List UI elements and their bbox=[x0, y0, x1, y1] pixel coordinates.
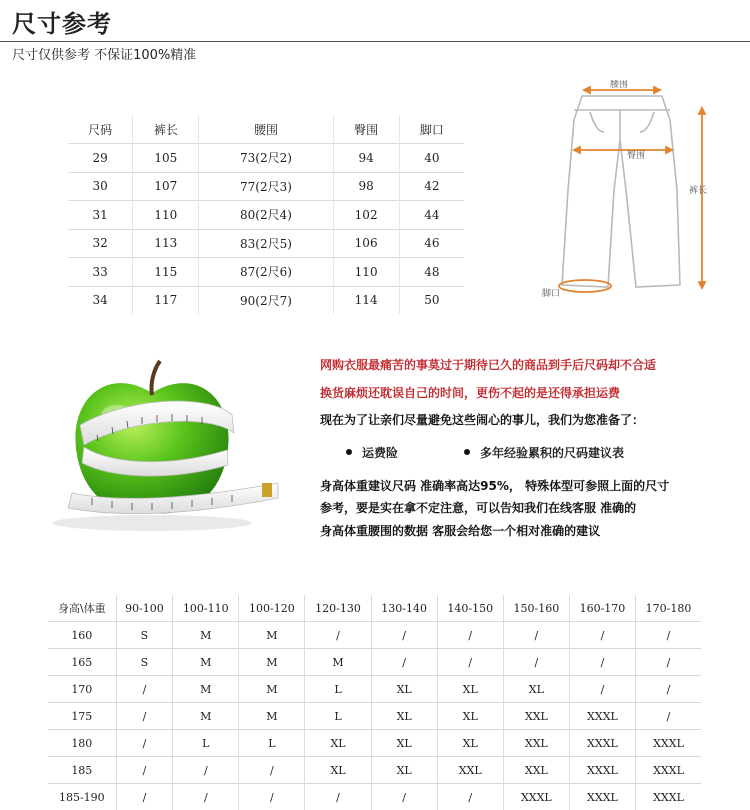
table-cell: / bbox=[503, 649, 569, 676]
feature-bullets bbox=[346, 443, 624, 464]
table-cell: / bbox=[173, 784, 239, 810]
table-cell: / bbox=[437, 649, 503, 676]
table-cell: 90(2尺7) bbox=[199, 286, 333, 314]
table-cell: XXXL bbox=[636, 757, 701, 784]
table-cell: 80(2尺4) bbox=[199, 201, 333, 230]
bullet-label: 运费险 bbox=[362, 446, 398, 460]
promo-line-4: 身高体重建议尺码 准确率高达95%， 特殊体型可参照上面的尺寸 bbox=[320, 476, 669, 497]
table-cell: XXXL bbox=[569, 784, 635, 810]
table-cell: XL bbox=[305, 757, 371, 784]
table-cell: 98 bbox=[333, 172, 399, 201]
table-cell: 180 bbox=[48, 730, 116, 757]
table-cell: / bbox=[636, 703, 701, 730]
size-table bbox=[68, 115, 464, 314]
table-cell: 48 bbox=[399, 258, 464, 287]
table-cell: / bbox=[116, 703, 173, 730]
table-row bbox=[68, 201, 464, 230]
table-cell: L bbox=[173, 730, 239, 757]
table-cell: L bbox=[305, 703, 371, 730]
table-cell: 73(2尺2) bbox=[199, 144, 333, 173]
table-cell: 185 bbox=[48, 757, 116, 784]
table-cell: 170 bbox=[48, 676, 116, 703]
table-cell: XXL bbox=[503, 703, 569, 730]
table-cell: / bbox=[437, 622, 503, 649]
table-cell: 30 bbox=[68, 172, 133, 201]
title-divider bbox=[0, 41, 750, 42]
table-cell: XXXL bbox=[569, 757, 635, 784]
table-cell: 31 bbox=[68, 201, 133, 230]
header-cell: 90-100 bbox=[116, 595, 173, 622]
table-cell: 113 bbox=[133, 229, 199, 258]
table-cell: XXXL bbox=[503, 784, 569, 810]
promo-line-6: 身高体重腰围的数据 客服会给您一个相对准确的建议 bbox=[320, 521, 600, 542]
pants-outline bbox=[562, 96, 680, 287]
table-cell: 29 bbox=[68, 144, 133, 173]
table-cell: M bbox=[239, 622, 305, 649]
table-cell: / bbox=[636, 622, 701, 649]
table-cell: 185-190 bbox=[48, 784, 116, 810]
table-cell: / bbox=[371, 784, 437, 810]
table-cell: M bbox=[173, 703, 239, 730]
promo-line-1: 网购衣服最痛苦的事莫过于期待已久的商品到手后尺码却不合适 bbox=[320, 355, 656, 376]
header-cell: 140-150 bbox=[437, 595, 503, 622]
header-cell: 120-130 bbox=[305, 595, 371, 622]
bullet-label: 多年经验累积的尺码建议表 bbox=[480, 446, 624, 460]
table-cell: 110 bbox=[133, 201, 199, 230]
header-cell: 裤长 bbox=[133, 115, 199, 144]
table-cell: L bbox=[305, 676, 371, 703]
table-cell: / bbox=[116, 757, 173, 784]
table-cell: M bbox=[305, 649, 371, 676]
header-cell: 100-110 bbox=[173, 595, 239, 622]
header-cell: 150-160 bbox=[503, 595, 569, 622]
table-row bbox=[68, 172, 464, 201]
table-cell: 40 bbox=[399, 144, 464, 173]
table-cell: / bbox=[239, 757, 305, 784]
measurement-arrows bbox=[559, 87, 705, 292]
table-cell: 32 bbox=[68, 229, 133, 258]
table-cell: M bbox=[173, 649, 239, 676]
bullet-dot-icon bbox=[346, 449, 352, 455]
table-cell: 77(2尺3) bbox=[199, 172, 333, 201]
bullet-dot-icon bbox=[464, 449, 470, 455]
table-cell: XL bbox=[437, 676, 503, 703]
hem-label: 脚口 bbox=[542, 287, 560, 299]
table-cell: 50 bbox=[399, 286, 464, 314]
apple-tape-measure-image bbox=[22, 355, 280, 535]
table-cell: 117 bbox=[133, 286, 199, 314]
size-table-header-row bbox=[68, 115, 464, 144]
table-cell: S bbox=[116, 622, 173, 649]
table-cell: S bbox=[116, 649, 173, 676]
table-row bbox=[48, 622, 701, 649]
table-cell: M bbox=[239, 676, 305, 703]
pants-measurement-diagram bbox=[530, 80, 750, 300]
table-cell: XL bbox=[371, 757, 437, 784]
table-cell: / bbox=[569, 676, 635, 703]
table-cell: 107 bbox=[133, 172, 199, 201]
table-cell: / bbox=[116, 730, 173, 757]
waist-label: 腰围 bbox=[610, 80, 628, 90]
table-cell: / bbox=[371, 622, 437, 649]
bullet-item bbox=[464, 443, 624, 464]
table-cell: XL bbox=[371, 730, 437, 757]
header-cell: 尺码 bbox=[68, 115, 133, 144]
table-cell: 44 bbox=[399, 201, 464, 230]
table-row bbox=[48, 757, 701, 784]
header-cell: 身高\体重 bbox=[48, 595, 116, 622]
table-cell: / bbox=[569, 622, 635, 649]
length-label: 裤长 bbox=[689, 184, 707, 196]
table-cell: XL bbox=[371, 676, 437, 703]
table-cell: XXXL bbox=[636, 784, 701, 810]
table-cell: / bbox=[305, 622, 371, 649]
table-cell: / bbox=[239, 784, 305, 810]
table-cell: XXL bbox=[503, 757, 569, 784]
header-cell: 脚口 bbox=[399, 115, 464, 144]
table-cell: M bbox=[173, 676, 239, 703]
table-cell: 102 bbox=[333, 201, 399, 230]
table-cell: / bbox=[116, 676, 173, 703]
table-cell: XXXL bbox=[569, 703, 635, 730]
page-title: 尺寸参考 bbox=[12, 4, 112, 39]
bullet-item bbox=[346, 443, 398, 464]
table-cell: XL bbox=[437, 703, 503, 730]
table-row bbox=[48, 703, 701, 730]
header-cell: 100-120 bbox=[239, 595, 305, 622]
table-row bbox=[48, 730, 701, 757]
table-cell: M bbox=[239, 649, 305, 676]
table-cell: 42 bbox=[399, 172, 464, 201]
table-row bbox=[68, 286, 464, 314]
table-cell: XL bbox=[437, 730, 503, 757]
promo-line-3: 现在为了让亲们尽量避免这些闹心的事儿，我们为您准备了： bbox=[320, 410, 644, 431]
table-cell: 94 bbox=[333, 144, 399, 173]
table-cell: XXL bbox=[437, 757, 503, 784]
table-cell: 46 bbox=[399, 229, 464, 258]
hip-label: 臀围 bbox=[627, 150, 645, 161]
header-cell: 腰围 bbox=[199, 115, 333, 144]
table-cell: 115 bbox=[133, 258, 199, 287]
table-cell: 165 bbox=[48, 649, 116, 676]
table-cell: XL bbox=[305, 730, 371, 757]
table-row bbox=[48, 676, 701, 703]
table-cell: 160 bbox=[48, 622, 116, 649]
table-cell: 110 bbox=[333, 258, 399, 287]
table-cell: XXL bbox=[503, 730, 569, 757]
weight-table-header-row bbox=[48, 595, 701, 622]
table-cell: 106 bbox=[333, 229, 399, 258]
table-cell: XL bbox=[503, 676, 569, 703]
table-cell: / bbox=[437, 784, 503, 810]
header-cell: 130-140 bbox=[371, 595, 437, 622]
table-cell: / bbox=[173, 757, 239, 784]
header-cell: 160-170 bbox=[569, 595, 635, 622]
table-cell: 83(2尺5) bbox=[199, 229, 333, 258]
table-cell: / bbox=[636, 676, 701, 703]
table-cell: 33 bbox=[68, 258, 133, 287]
promo-line-5: 参考，要是实在拿不定注意，可以告知我们在线客服 准确的 bbox=[320, 498, 636, 519]
table-cell: L bbox=[239, 730, 305, 757]
table-cell: / bbox=[503, 622, 569, 649]
table-cell: / bbox=[569, 649, 635, 676]
table-row bbox=[48, 649, 701, 676]
header-cell: 臀围 bbox=[333, 115, 399, 144]
table-cell: 175 bbox=[48, 703, 116, 730]
table-cell: 105 bbox=[133, 144, 199, 173]
table-cell: XL bbox=[371, 703, 437, 730]
table-cell: / bbox=[305, 784, 371, 810]
table-cell: / bbox=[116, 784, 173, 810]
table-cell: XXXL bbox=[636, 730, 701, 757]
table-cell: 114 bbox=[333, 286, 399, 314]
table-row bbox=[68, 229, 464, 258]
header-cell: 170-180 bbox=[636, 595, 701, 622]
table-row bbox=[48, 784, 701, 810]
table-cell: M bbox=[173, 622, 239, 649]
promo-line-2: 换货麻烦还耽误自己的时间，更伤不起的是还得承担运费 bbox=[320, 383, 620, 404]
table-row bbox=[68, 258, 464, 287]
table-cell: / bbox=[371, 649, 437, 676]
table-cell: 34 bbox=[68, 286, 133, 314]
table-cell: M bbox=[239, 703, 305, 730]
height-weight-table bbox=[48, 595, 701, 810]
table-cell: / bbox=[636, 649, 701, 676]
table-cell: 87(2尺6) bbox=[199, 258, 333, 287]
table-row bbox=[68, 144, 464, 173]
table-cell: XXXL bbox=[569, 730, 635, 757]
page-subtitle: 尺寸仅供参考 不保证100%精准 bbox=[12, 44, 196, 63]
